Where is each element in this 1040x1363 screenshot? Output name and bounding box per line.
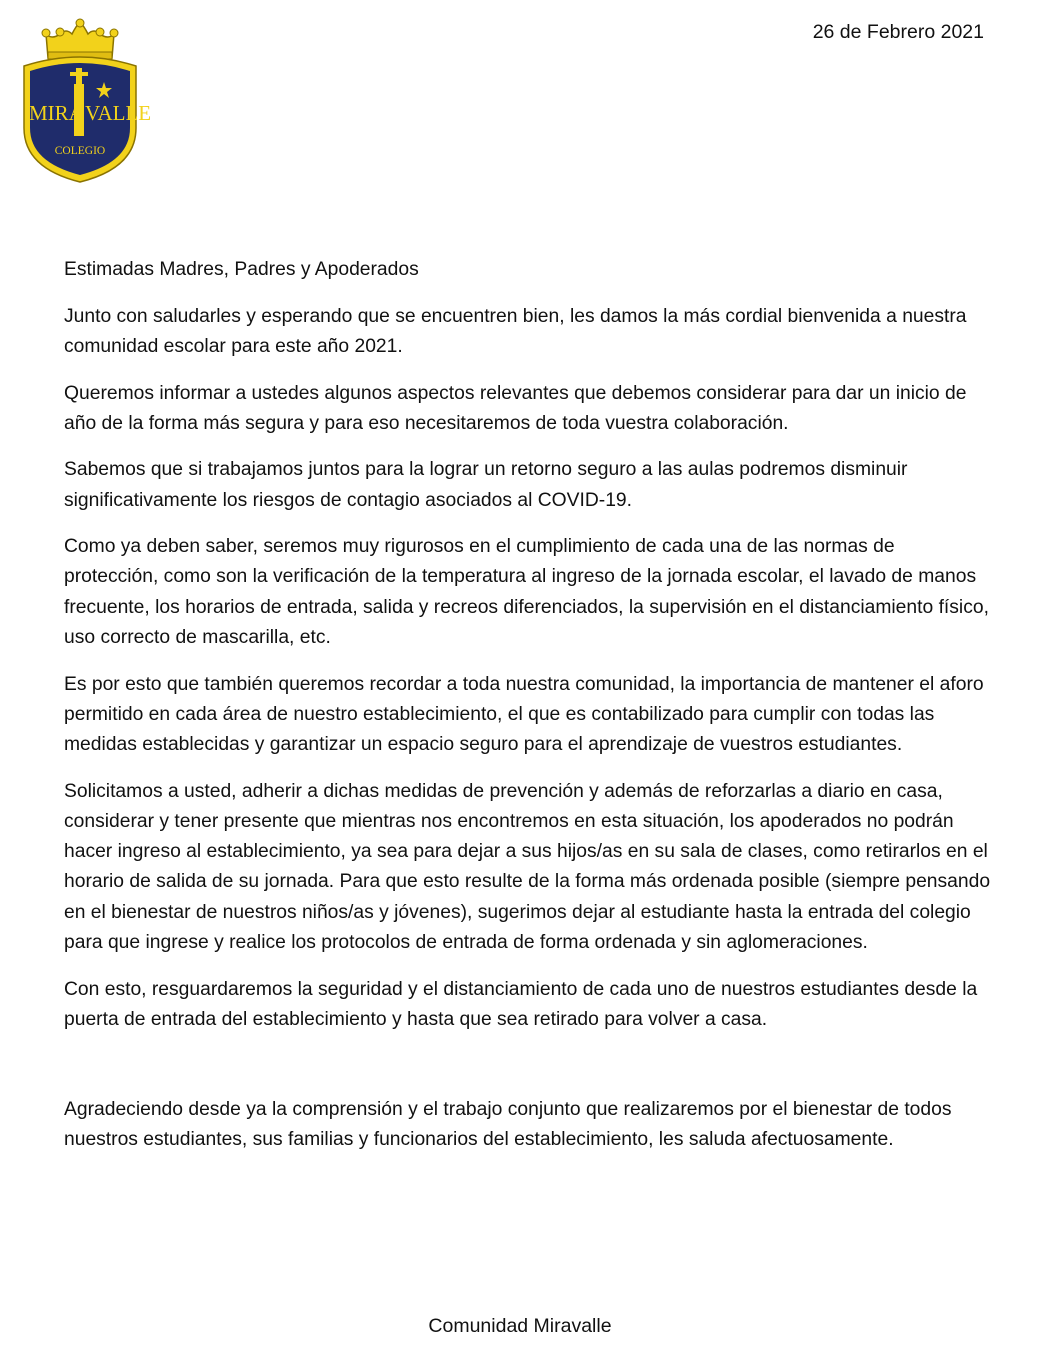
logo-subtitle: COLEGIO: [54, 145, 106, 157]
letter-greeting: Estimadas Madres, Padres y Apoderados: [64, 259, 419, 280]
paragraph: Junto con saludarles y esperando que se encuentren bien, les damos la más cordial bienvenida a nuestra comunidad escolar para este año 2021.: [64, 305, 967, 358]
paragraph: Sabemos que si trabajamos juntos para la lograr un retorno seguro a las aulas podremos disminuir significativamente los riesgos de contagio asociados al COVID-19.: [64, 459, 908, 511]
paragraph: Solicitamos a usted, adherir a dichas medidas de prevención y además de reforzarlas a diario en casa, considerar y tener presente que mientras nos encontremos en esta situación, los apoderados no podrán hacer ingreso al establecimiento, ya sea para dejar a sus hijos/as en su sala de clases, como retirarlos en el horario de salida de su jornada. Para que esto resulte de la forma más ordenada posible (siempre pensando en el bienestar de nuestros niños/as y jóvenes), sugerimos dejar al estudiante hasta la entrada del colegio para que ingrese y realice los protocolos de entrada de forma ordenada y sin aglomeraciones.: [64, 780, 991, 954]
school-crest-logo: [18, 18, 152, 186]
paragraph: Como ya deben saber, seremos muy rigurosos en el cumplimiento de cada una de las normas de protección, como son la verificación de la temperatura al ingreso de la jornada escolar, el lavado de manos frecuente, los horarios de entrada, salida y recreos diferenciados, la supervisión en el distanciamiento físico, uso correcto de mascarilla, etc.: [64, 536, 989, 649]
letter-closing: Agradeciendo desde ya la comprensión y el trabajo conjunto que realizaremos por el bienestar de todos nuestros estudiantes, sus familias y funcionarios del establecimiento, les saluda afectuosamente.: [64, 1099, 952, 1151]
crown-icon: [42, 19, 118, 59]
logo-wordmark-left: MIRA: [29, 101, 84, 125]
letter-signature: Comunidad Miravalle: [428, 1315, 612, 1337]
letter-date: 26 de Febrero 2021: [812, 21, 984, 43]
letter-body: [64, 255, 994, 1172]
logo-wordmark-right: VALLE: [85, 101, 152, 125]
paragraph: Con esto, resguardaremos la seguridad y el distanciamiento de cada uno de nuestros estudiantes desde la puerta de entrada del establecimiento y hasta que sea retirado para volver a casa.: [64, 978, 978, 1030]
paragraph: Queremos informar a ustedes algunos aspectos relevantes que debemos considerar para dar un inicio de año de la forma más segura y para eso necesitaremos de toda vuestra colaboración.: [64, 382, 967, 434]
paragraph: Es por esto que también queremos recordar a toda nuestra comunidad, la importancia de mantener el aforo permitido en cada área de nuestro establecimiento, el que es contabilizado para cumplir con todas las medidas establecidas y garantizar un espacio seguro para el aprendizaje de vuestros estudiantes.: [64, 673, 984, 756]
